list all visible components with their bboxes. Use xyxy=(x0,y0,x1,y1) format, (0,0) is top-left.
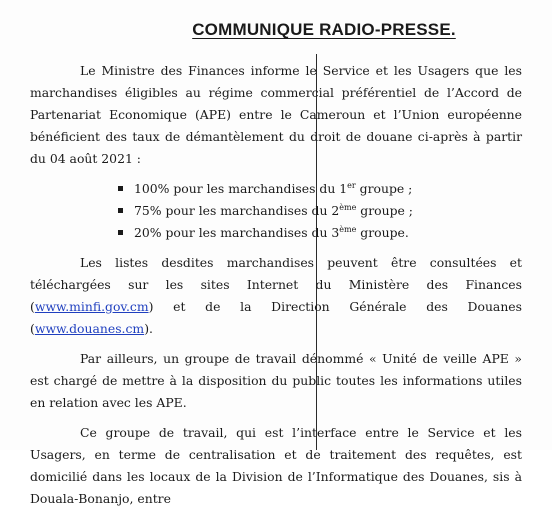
rate-item-2: 75% pour les marchandises du 2ème groupe ; xyxy=(118,200,522,222)
document-body xyxy=(30,60,522,516)
douanes-link[interactable]: www.douanes.cm xyxy=(34,321,145,336)
interface-paragraph: Ce groupe de travail, qui est l’interface entre le Service et les Usagers, en terme de centralisation et de traitement des requêtes, est domicilié dans les locaux de la Division de l’Informatique des Douanes, sis à Douala-Bonanjo, entre xyxy=(30,425,522,506)
document-title: COMMUNIQUE RADIO-PRESSE. xyxy=(192,20,456,39)
minfi-link[interactable]: www.minfi.gov.cm xyxy=(34,299,149,314)
lists-paragraph: Les listes desdites marchandises peuvent être consultées et téléchargées sur les sites Internet du Ministère des Finances (www.minfi.gov.cm) et de la Direction Générale des Douanes (www.douanes.cm). xyxy=(30,255,522,336)
rate-item-1: 100% pour les marchandises du 1er groupe ; xyxy=(118,178,522,200)
intro-paragraph: Le Ministre des Finances informe le Service et les Usagers que les marchandises éligibles au régime commercial préférentiel de l’Accord de Partenariat Economique (APE) entre le Cameroun et l’Union européenne bénéficient des taux de démantèlement du droit de douane ci-après à partir du 04 août 2021 : xyxy=(30,63,522,166)
working-group-paragraph: Par ailleurs, un groupe de travail dénommé « Unité de veille APE » est chargé de mettre à la disposition du public toutes les informations utiles en relation avec les APE. xyxy=(30,351,522,410)
rate-item-3: 20% pour les marchandises du 3ème groupe. xyxy=(118,222,522,244)
rate-list xyxy=(30,178,522,244)
